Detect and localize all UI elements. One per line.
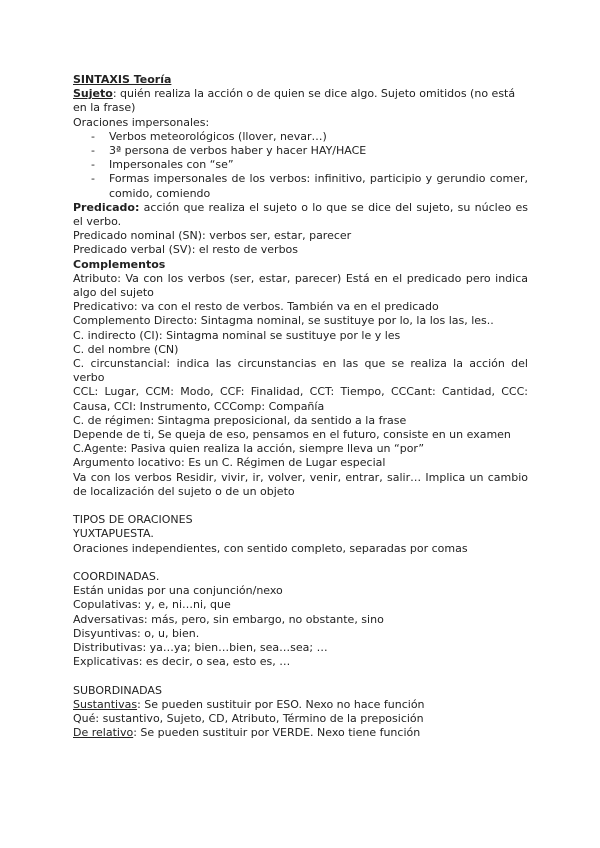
circunstanciales-tipos: CCL: Lugar, CCM: Modo, CCF: Finalidad, CCT: Tiempo, CCCant: Cantidad, CCC: Causa, CCI: Instrumento, CCComp: Compañía (73, 385, 528, 413)
sujeto-definition (73, 87, 528, 115)
coordinadas-line: Adversativas: más, pero, sin embargo, no obstante, sino (73, 612, 384, 626)
list-item: - Impersonales con “se” (109, 158, 528, 172)
sustantivas-label: Sustantivas (73, 697, 138, 711)
relativo-label: De relativo (73, 726, 134, 740)
document-content (73, 73, 528, 741)
complemento-agente: C.Agente: Pasiva quien realiza la acción, siempre lleva un “por” (73, 442, 425, 456)
relativo-text: : Se pueden sustituir por VERDE. Nexo tiene función (133, 726, 421, 740)
impersonales-heading: Oraciones impersonales: (73, 115, 210, 129)
section-spacer (73, 499, 528, 513)
predicado-label: Predicado: (73, 200, 140, 214)
yuxtapuesta-text: Oraciones independientes, con sentido completo, separadas por comas (73, 541, 468, 555)
relativo-line (73, 726, 528, 740)
list-item: - Verbos meteorológicos (llover, nevar…) (109, 130, 528, 144)
regimen-ejemplos: Depende de ti, Se queja de eso, pensamos en el futuro, consiste en un examen (73, 428, 511, 442)
complemento-atributo: Atributo: Va con los verbos (ser, estar, parecer) Está en el predicado pero indica algo del sujeto (73, 271, 528, 300)
coordinadas-line: Están unidas por una conjunción/nexo (73, 584, 283, 598)
impersonales-list (73, 130, 528, 201)
coordinadas-line: Copulativas: y, e, ni…ni, que (73, 598, 231, 612)
tipos-heading: TIPOS DE ORACIONES (73, 513, 193, 527)
complementos-heading: Complementos (73, 257, 166, 271)
coordinadas-line: Distributivas: ya…ya; bien…bien, sea…sea; … (73, 641, 328, 655)
yuxtapuesta-heading: YUXTAPUESTA. (73, 527, 154, 541)
sujeto-label: Sujeto (73, 87, 113, 101)
list-item: - 3ª persona de verbos haber y hacer HAY/HACE (109, 144, 528, 158)
coordinadas-heading: COORDINADAS. (73, 570, 160, 584)
que-line: Qué: sustantivo, Sujeto, CD, Atributo, Término de la preposición (73, 712, 424, 726)
argumento-locativo: Argumento locativo: Es un C. Régimen de Lugar especial (73, 456, 386, 470)
predicado-definition (73, 201, 528, 229)
complemento-nombre: C. del nombre (CN) (73, 342, 179, 356)
coordinadas-line: Explicativas: es decir, o sea, esto es, … (73, 655, 291, 669)
predicado-verbal: Predicado verbal (SV): el resto de verbos (73, 243, 299, 257)
locativo-verbos: Va con los verbos Residir, vivir, ir, volver, venir, entrar, salir… Implica un cambio de localización del sujeto o de un objeto (73, 470, 528, 498)
complemento-predicativo: Predicativo: va con el resto de verbos. También va en el predicado (73, 300, 439, 314)
sujeto-text: : quién realiza la acción o de quien se dice algo. Sujeto omitidos (no está en la frase) (73, 87, 516, 115)
complemento-regimen: C. de régimen: Sintagma preposicional, da sentido a la frase (73, 413, 407, 427)
predicado-nominal: Predicado nominal (SN): verbos ser, estar, parecer (73, 229, 352, 243)
list-item: - Formas impersonales de los verbos: infinitivo, participio y gerundio comer, comido, comiendo (109, 172, 528, 200)
subordinadas-heading: SUBORDINADAS (73, 683, 162, 697)
section-spacer (73, 670, 528, 684)
complemento-directo: Complemento Directo: Sintagma nominal, se sustituye por lo, la los las, les.. (73, 314, 494, 328)
predicado-text: acción que realiza el sujeto o lo que se dice del sujeto, su núcleo es el verbo. (73, 200, 528, 229)
section-spacer (73, 556, 528, 570)
coordinadas-line: Disyuntivas: o, u, bien. (73, 626, 200, 640)
complemento-indirecto: C. indirecto (CI): Sintagma nominal se sustituye por le y les (73, 328, 401, 342)
complemento-circunstancial: C. circunstancial: indica las circunstancias en las que se realiza la acción del verbo (73, 357, 528, 385)
sustantivas-line (73, 698, 528, 712)
sustantivas-text: : Se pueden sustituir por ESO. Nexo no hace función (137, 697, 425, 711)
document-title: SINTAXIS Teoría (73, 73, 172, 86)
